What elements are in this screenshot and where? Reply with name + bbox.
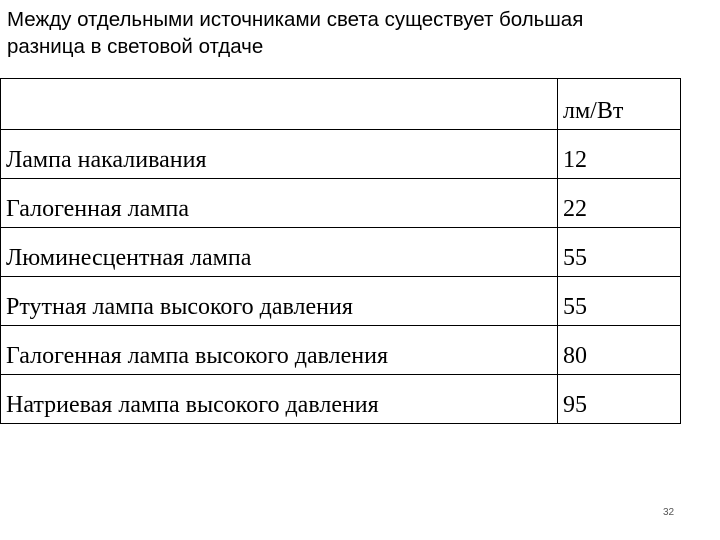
lamp-name-cell: Галогенная лампа — [1, 179, 558, 228]
efficacy-value-cell: 55 — [558, 228, 681, 277]
table-row — [1, 375, 681, 424]
table-row — [1, 228, 681, 277]
header-cell-name — [1, 79, 558, 130]
lamp-name-cell: Галогенная лампа высокого давления — [1, 326, 558, 375]
luminous-efficacy-table — [0, 78, 681, 424]
lamp-name-cell: Ртутная лампа высокого давления — [1, 277, 558, 326]
lamp-name-cell: Натриевая лампа высокого давления — [1, 375, 558, 424]
table-row — [1, 326, 681, 375]
efficacy-value-cell: 12 — [558, 130, 681, 179]
efficacy-value-cell: 80 — [558, 326, 681, 375]
page-number: 32 — [663, 507, 675, 518]
page-title — [7, 6, 707, 60]
efficacy-value-cell: 55 — [558, 277, 681, 326]
efficacy-value-cell: 22 — [558, 179, 681, 228]
efficacy-value-cell: 95 — [558, 375, 681, 424]
table-row — [1, 130, 681, 179]
table-row — [1, 277, 681, 326]
lamp-name-cell: Люминесцентная лампа — [1, 228, 558, 277]
table-header-row — [1, 79, 681, 130]
header-cell-unit: лм/Вт — [558, 79, 681, 130]
title-line-1: Между отдельными источниками света существует большая — [7, 8, 584, 31]
title-line-2: разница в световой отдаче — [7, 35, 264, 58]
table-row — [1, 179, 681, 228]
lamp-name-cell: Лампа накаливания — [1, 130, 558, 179]
